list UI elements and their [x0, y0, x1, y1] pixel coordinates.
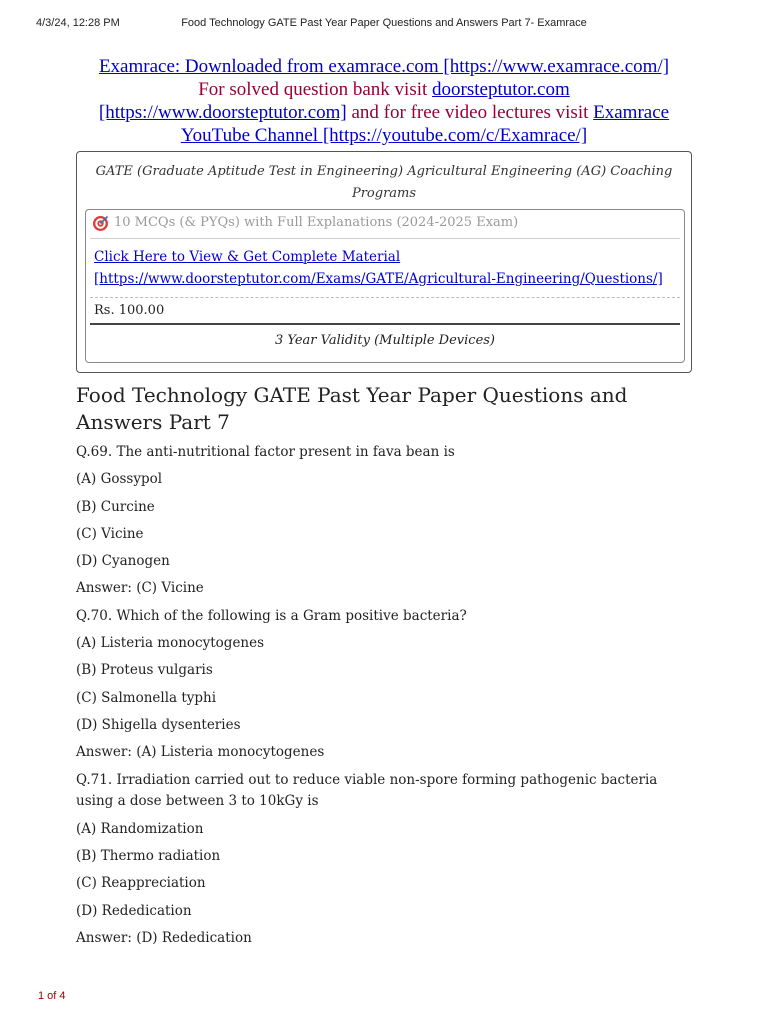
divider [90, 297, 680, 298]
course-offer-box [85, 209, 685, 363]
questions-list [76, 442, 696, 955]
complete-material-link[interactable]: Click Here to View & Get Complete Material [https://www.doorsteptutor.com/Exams/GATE/Agricultural-Engineering/Questions/] [94, 249, 663, 287]
print-header [0, 14, 768, 30]
doorsteptutor-url-link[interactable]: [https://www.doorsteptutor.com] [98, 102, 347, 123]
divider [90, 238, 680, 239]
banner-text-1: For solved question bank visit [198, 79, 433, 100]
price: Rs. 100.00 [94, 303, 165, 318]
examrace-youtube-link[interactable]: Examrace [593, 102, 670, 123]
course-title: GATE (Graduate Aptitude Test in Engineering) Agricultural Engineering (AG) Coaching Programs [95, 164, 673, 201]
answer: Answer: (A) Listeria monocytogenes [76, 744, 325, 761]
option: (A) Gossypol [76, 471, 163, 488]
option: (B) Proteus vulgaris [76, 662, 213, 679]
option: (D) Rededication [76, 902, 192, 919]
option: (A) Randomization [76, 820, 204, 837]
validity-text: 3 Year Validity (Multiple Devices) [274, 333, 496, 348]
option: (B) Curcine [76, 498, 155, 515]
question-text: Q.71. Irradiation carried out to reduce viable non-spore forming pathogenic bacteria using a dose between 3 to 10kGy is [76, 771, 658, 810]
option: (D) Shigella dysenteries [76, 716, 241, 733]
doorsteptutor-link[interactable]: doorsteptutor.com [432, 79, 570, 100]
youtube-channel-link[interactable]: YouTube Channel [https://youtube.com/c/Examrace/] [180, 125, 588, 146]
option: (C) Reappreciation [76, 875, 206, 892]
mcq-line [92, 212, 518, 234]
print-doc-title: Food Technology GATE Past Year Paper Questions and Answers Part 7- Examrace [181, 17, 587, 29]
divider [90, 323, 680, 325]
page-number: 1 of 4 [38, 990, 66, 1002]
print-datetime: 4/3/24, 12:28 PM [36, 17, 120, 29]
course-box [76, 151, 692, 373]
examrace-link[interactable]: Examrace: Downloaded from examrace.com [https://www.examrace.com/] [98, 56, 670, 77]
option: (C) Salmonella typhi [76, 689, 217, 706]
target-icon [92, 215, 109, 232]
answer: Answer: (C) Vicine [76, 580, 204, 597]
banner-text-2: and for free video lectures visit [346, 102, 594, 123]
option: (B) Thermo radiation [76, 847, 221, 864]
question-text: Q.70. Which of the following is a Gram positive bacteria? [76, 607, 467, 624]
question-text: Q.69. The anti-nutritional factor present in fava bean is [76, 444, 455, 460]
page-title: Food Technology GATE Past Year Paper Questions and Answers Part 7 [76, 383, 628, 434]
option: (A) Listeria monocytogenes [76, 635, 265, 652]
mcq-text: 10 MCQs (& PYQs) with Full Explanations (2024-2025 Exam) [114, 215, 519, 230]
source-banner [76, 55, 692, 147]
option: (D) Cyanogen [76, 553, 170, 570]
option: (C) Vicine [76, 525, 144, 542]
answer: Answer: (D) Rededication [76, 929, 252, 946]
